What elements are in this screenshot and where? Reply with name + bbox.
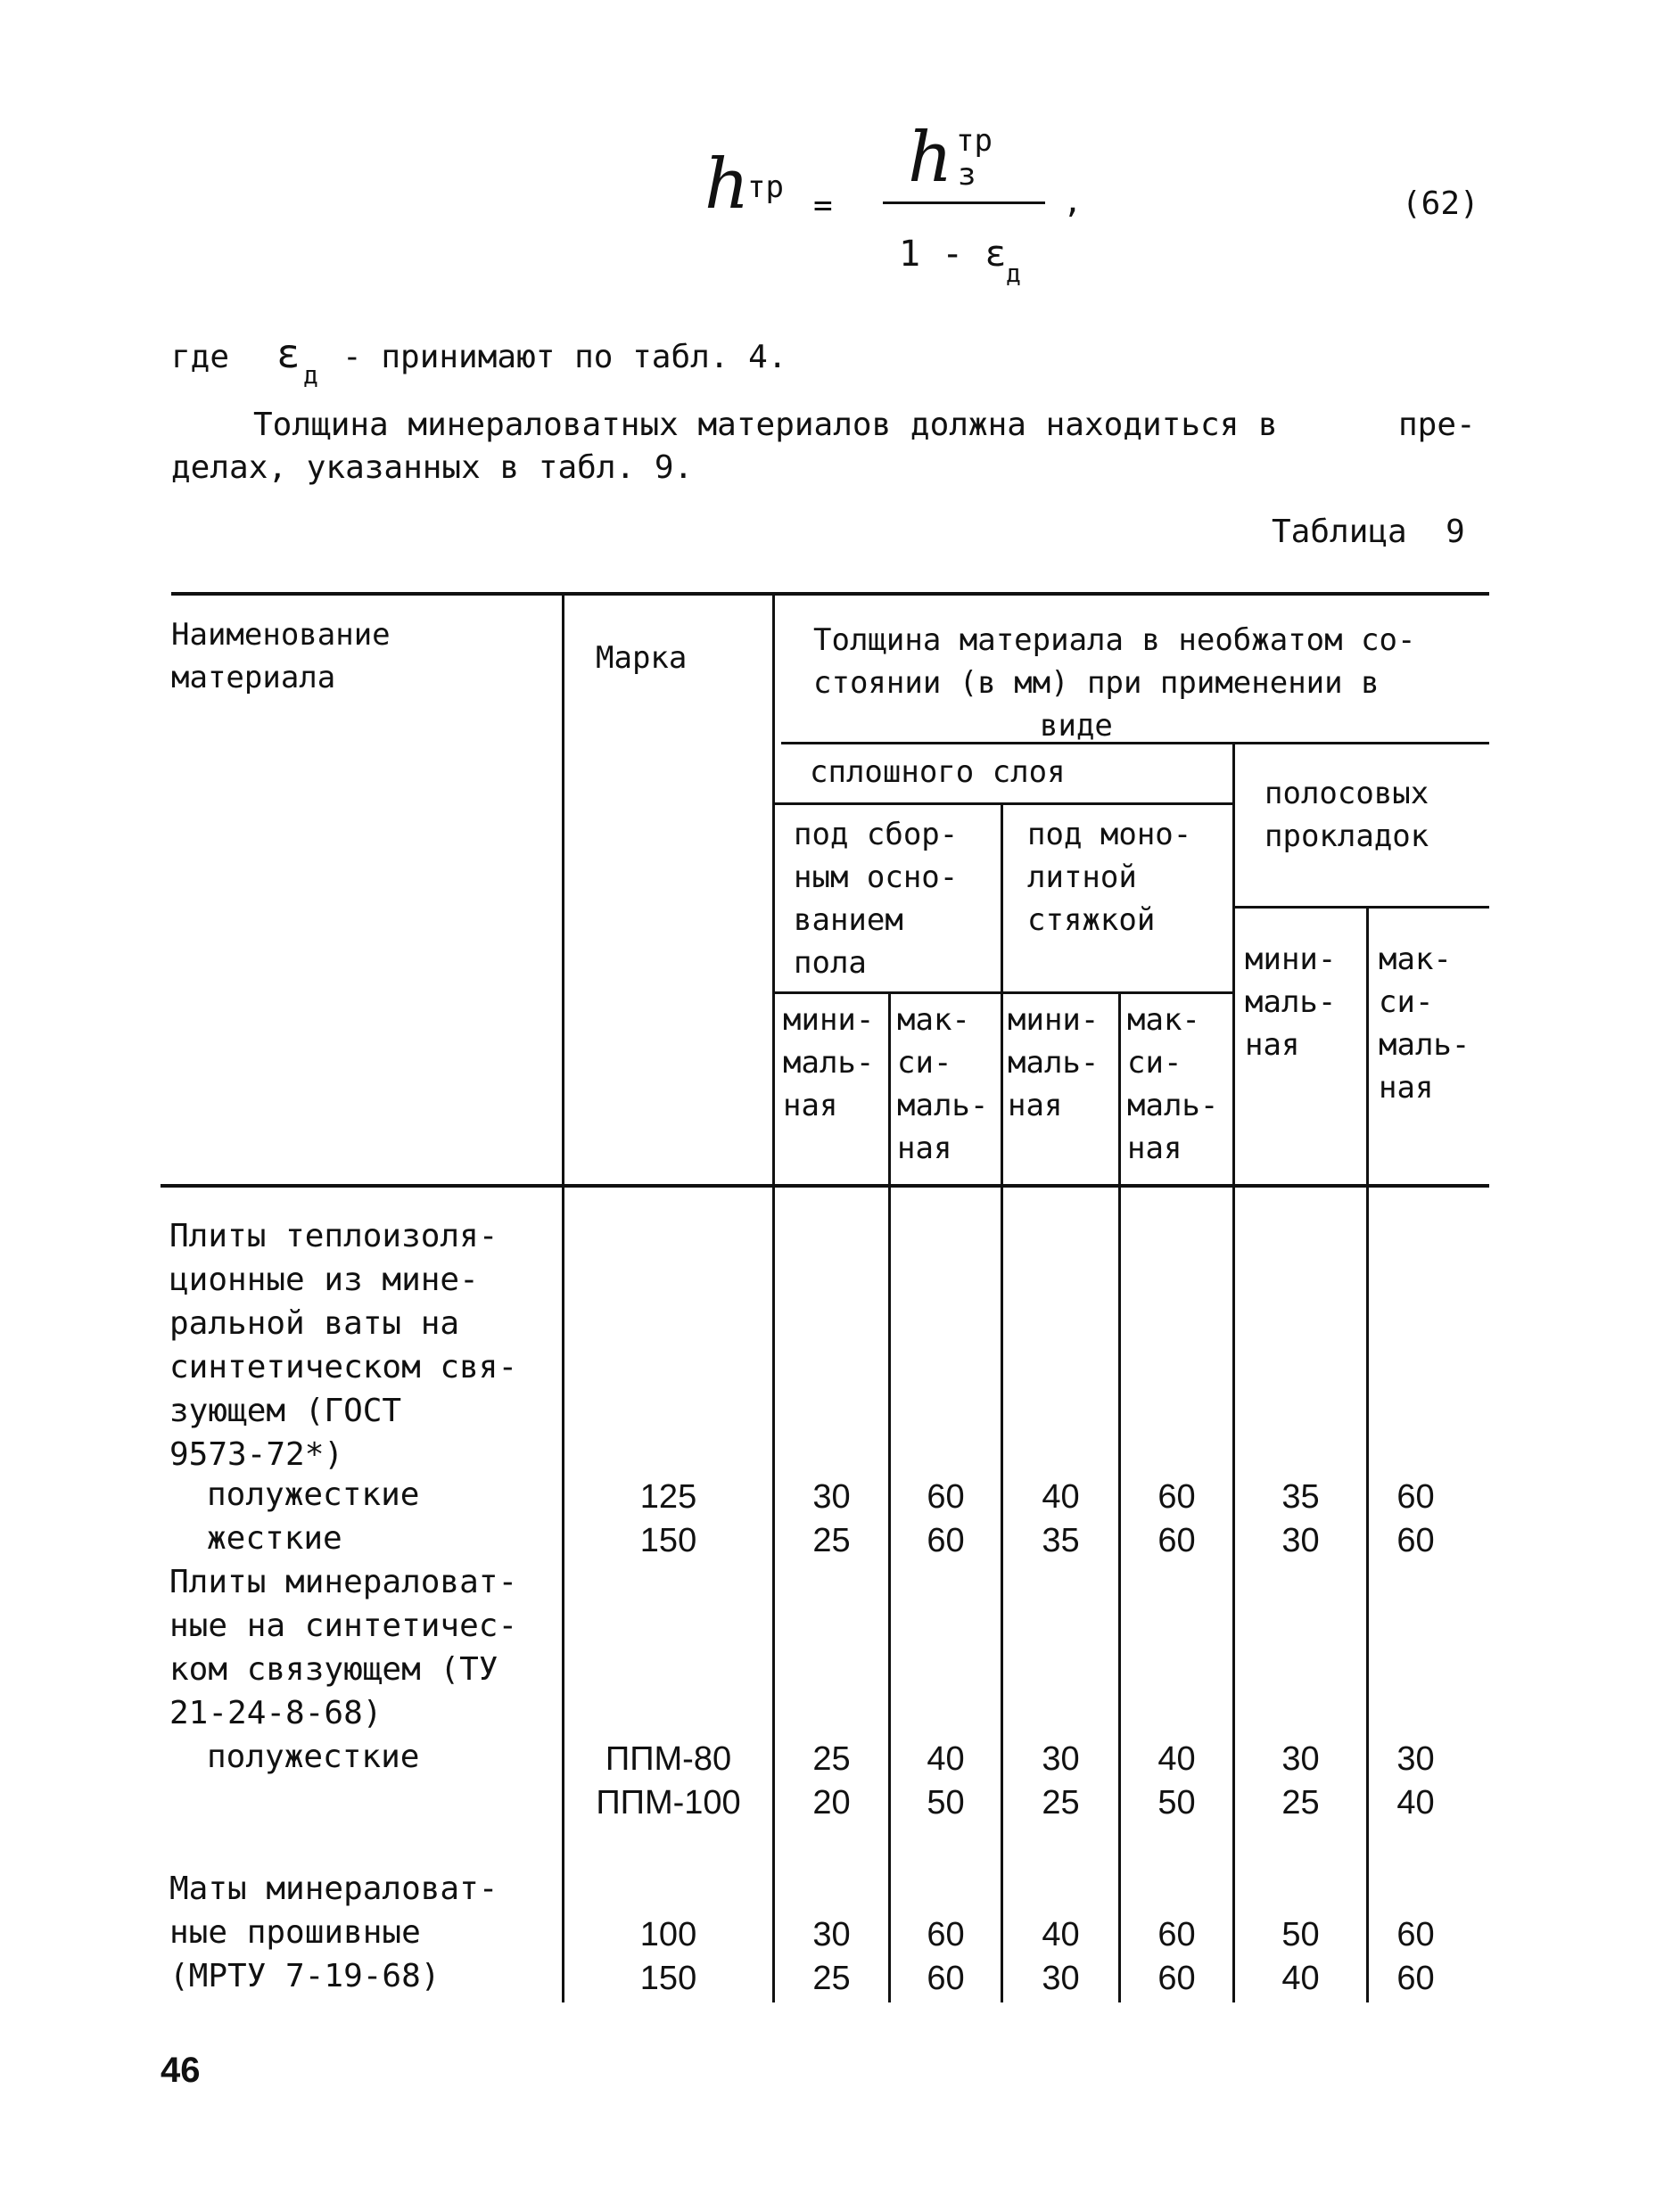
cell-min-prefab: 20 [812, 1784, 851, 1821]
table-caption: Таблица 9 [1272, 514, 1465, 550]
cell-min-strips: 25 [1281, 1784, 1320, 1821]
cell-min-prefab: 25 [812, 1522, 851, 1559]
cell-min-monolith: 30 [1042, 1740, 1080, 1778]
header-name: Наименование материала [171, 617, 391, 695]
cell-min-monolith: 25 [1042, 1784, 1080, 1821]
header-max-1: мак- си- маль- ная [897, 1002, 989, 1166]
paragraph-line-2: делах, указанных в табл. 9. [171, 449, 694, 486]
cell-max-prefab: 50 [927, 1784, 965, 1821]
formula-equals: = [813, 187, 833, 224]
cell-max-prefab: 60 [927, 1522, 965, 1559]
cell-max-prefab: 60 [927, 1916, 965, 1953]
header-thickness-line-3: виде [1040, 708, 1113, 744]
cell-max-monolith: 40 [1157, 1740, 1196, 1778]
header-strips: полосовых прокладок [1264, 776, 1429, 854]
formula-numerator-superscript: тр [956, 123, 993, 159]
header-min-2: мини- маль- ная [1008, 1002, 1100, 1123]
where-symbol: ε [276, 332, 301, 377]
header-solid-layer: сплошного слоя [810, 754, 1066, 790]
header-mark: Марка [596, 640, 688, 676]
formula-number: (62) [1402, 185, 1479, 222]
cell-max-strips: 60 [1396, 1478, 1435, 1516]
header-max-3: мак- си- маль- ная [1379, 942, 1470, 1106]
formula-numerator-symbol: h [908, 118, 953, 198]
cell-min-strips: 50 [1281, 1916, 1320, 1953]
cell-min-monolith: 35 [1042, 1522, 1080, 1559]
header-thickness-line-2: стоянии (в мм) при применении в [813, 665, 1380, 701]
fraction-bar [883, 201, 1045, 204]
cell-max-strips: 60 [1396, 1916, 1435, 1953]
cell-max-monolith: 60 [1157, 1960, 1196, 1997]
where-text: - принимают по табл. 4. [342, 339, 787, 375]
cell-max-monolith: 60 [1157, 1478, 1196, 1516]
header-thickness-line-1: Толщина материала в необжатом со- [813, 622, 1416, 658]
cell-min-strips: 30 [1281, 1522, 1320, 1559]
cell-max-monolith: 60 [1157, 1522, 1196, 1559]
row-name: полужесткие [207, 1739, 420, 1775]
cell-max-strips: 60 [1396, 1960, 1435, 1997]
where-symbol-subscript: д [303, 360, 318, 390]
row-name: полужесткие [207, 1476, 420, 1513]
formula-lhs-subscript: тр [747, 169, 784, 205]
cell-max-monolith: 60 [1157, 1916, 1196, 1953]
cell-min-strips: 30 [1281, 1740, 1320, 1778]
row-mark: ППМ-100 [596, 1784, 741, 1821]
row-mark: 100 [639, 1916, 697, 1953]
cell-min-strips: 40 [1281, 1960, 1320, 1997]
cell-max-monolith: 50 [1157, 1784, 1196, 1821]
cell-min-prefab: 30 [812, 1478, 851, 1516]
rule-below-solid [774, 802, 1234, 805]
rule-below-strips [1234, 906, 1489, 909]
row-mark: ППМ-80 [605, 1740, 732, 1778]
header-min-3: мини- маль- ная [1245, 942, 1337, 1063]
row-mark: 150 [639, 1960, 697, 1997]
cell-min-monolith: 30 [1042, 1960, 1080, 1997]
cell-min-strips: 35 [1281, 1478, 1320, 1516]
cell-min-monolith: 40 [1042, 1916, 1080, 1953]
formula-comma: , [1063, 184, 1083, 220]
row-mark: 125 [639, 1478, 697, 1516]
table-top-rule [171, 592, 1489, 596]
page-number: 46 [161, 2051, 201, 2090]
header-min-1: мини- маль- ная [783, 1002, 875, 1123]
cell-max-strips: 40 [1396, 1784, 1435, 1821]
cell-max-strips: 30 [1396, 1740, 1435, 1778]
paragraph-line-1-hyphen: пре- [1398, 407, 1476, 443]
header-max-2: мак- си- маль- ная [1127, 1002, 1219, 1166]
cell-max-prefab: 40 [927, 1740, 965, 1778]
group-title-2: Плиты минераловат- ные на синтетичес- ком связующем (ТУ 21-24-8-68) [169, 1564, 518, 1731]
group-title-3: Маты минераловат- ные прошивные (МРТУ 7-19-68) [169, 1871, 498, 1994]
rule-below-subgroups [774, 991, 1234, 994]
formula-denominator-subscript: д [1006, 259, 1021, 288]
rule-below-thickness [781, 742, 1489, 744]
formula-denominator: 1 - ε [899, 234, 1007, 275]
group-title-1: Плиты теплоизоля- ционные из мине- ральной ваты на синтетическом свя- зующем (ГОСТ 9573-72*) [169, 1218, 518, 1473]
formula-lhs-symbol: h [704, 144, 750, 225]
where-prefix: где [171, 339, 230, 375]
header-prefab-base: под сбор- ным осно- ванием пола [794, 817, 959, 981]
row-mark: 150 [639, 1522, 697, 1559]
col-divider-min3-max3 [1366, 906, 1369, 2002]
header-monolith-screed: под моно- литной стяжкой [1027, 817, 1192, 938]
formula-numerator-subscript: з [958, 157, 976, 193]
table-header-rule [161, 1184, 1489, 1188]
cell-min-prefab: 25 [812, 1740, 851, 1778]
cell-min-prefab: 25 [812, 1960, 851, 1997]
cell-min-monolith: 40 [1042, 1478, 1080, 1516]
cell-max-prefab: 60 [927, 1478, 965, 1516]
cell-min-prefab: 30 [812, 1916, 851, 1953]
cell-max-prefab: 60 [927, 1960, 965, 1997]
cell-max-strips: 60 [1396, 1522, 1435, 1559]
row-name: жесткие [207, 1520, 342, 1557]
paragraph-line-1: Толщина минераловатных материалов должна находиться в [253, 407, 1278, 443]
